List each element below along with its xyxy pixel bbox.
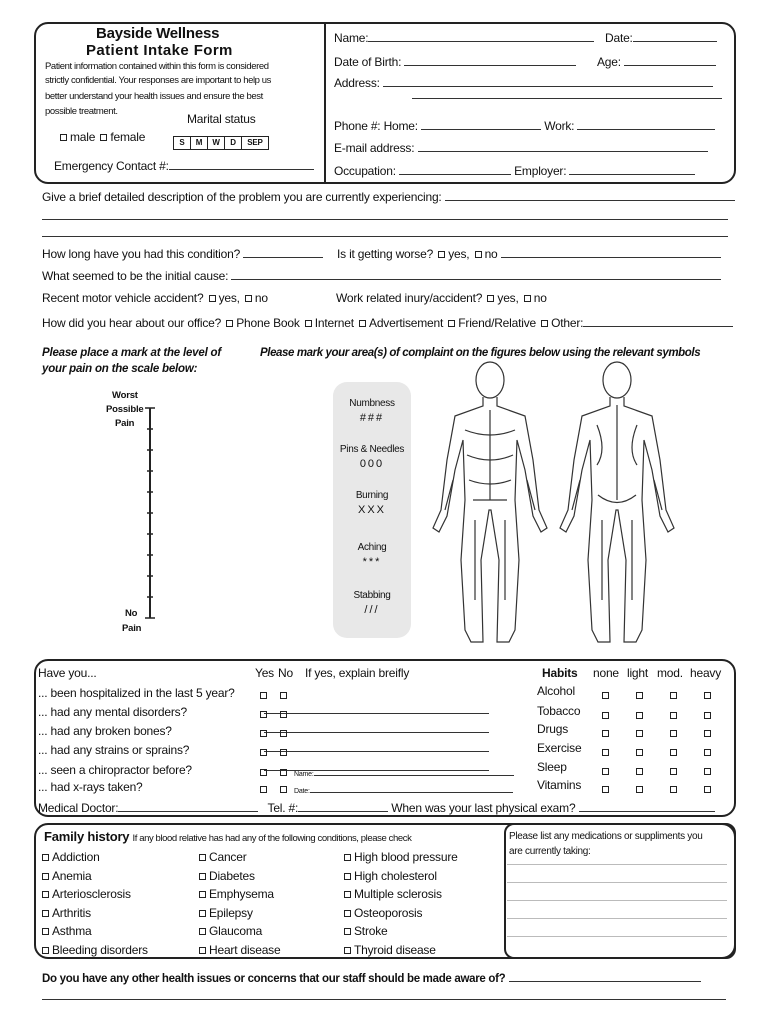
motor-yes-checkbox[interactable] — [209, 295, 216, 302]
doctor-label: Medical Doctor: — [38, 801, 119, 815]
work-no-checkbox[interactable] — [524, 295, 531, 302]
q5-name-label: Name: — [294, 771, 314, 778]
family-checkbox[interactable] — [344, 928, 351, 935]
family-item: High blood pressure — [354, 850, 458, 864]
q6-no-checkbox[interactable] — [280, 786, 287, 793]
name-field[interactable] — [368, 30, 594, 42]
hear-phonebook-label: Phone Book — [236, 316, 300, 330]
family-checkbox[interactable] — [42, 891, 49, 898]
family-checkbox[interactable] — [199, 891, 206, 898]
initial-cause-field[interactable] — [231, 268, 721, 280]
problem-label: Give a brief detailed description of the problem you are currently experiencing: — [42, 190, 442, 204]
phone-work-label: Work: — [544, 119, 575, 133]
family-item: Arthritis — [52, 905, 91, 920]
email-row — [334, 140, 708, 155]
motor-accident-label: Recent motor vehicle accident? — [42, 291, 204, 305]
family-title-row — [44, 829, 411, 844]
female-label: female — [110, 130, 146, 144]
last-exam-field[interactable] — [579, 800, 715, 812]
work-accident-row — [336, 291, 547, 305]
habit-checkbox[interactable] — [670, 749, 677, 756]
habits-col-light: light — [627, 666, 649, 680]
medications-line[interactable] — [507, 936, 727, 937]
legend-aching: Aching *** — [357, 542, 387, 568]
family-checkbox[interactable] — [344, 854, 351, 861]
habit-checkbox[interactable] — [636, 786, 643, 793]
motor-yes-label: yes, — [218, 291, 240, 305]
age-row — [597, 54, 716, 69]
no-col-label: No — [278, 666, 293, 680]
name-row — [334, 30, 594, 45]
family-checkbox[interactable] — [199, 928, 206, 935]
address-row — [334, 75, 713, 90]
problem-field-2[interactable] — [42, 219, 728, 220]
symbol-legend — [333, 382, 411, 638]
other-concerns-field-2[interactable] — [42, 999, 726, 1000]
address-field-2[interactable] — [412, 98, 722, 99]
q5-yes-checkbox[interactable] — [260, 769, 267, 776]
emergency-contact-row — [54, 158, 314, 173]
q4-yes-checkbox[interactable] — [260, 749, 267, 756]
family-checkbox[interactable] — [199, 947, 206, 954]
habit-checkbox[interactable] — [704, 730, 711, 737]
habit-exercise: Exercise — [537, 741, 582, 755]
family-item: Osteoporosis — [354, 905, 423, 920]
family-title: Family history — [44, 829, 130, 844]
worst-pain-label-1: Worst — [112, 390, 138, 401]
family-item: Epilepsy — [209, 905, 253, 920]
body-figure-back[interactable] — [552, 360, 682, 650]
dob-field[interactable] — [404, 54, 576, 66]
email-field[interactable] — [418, 140, 708, 152]
worse-no-label: no — [484, 247, 498, 261]
family-checkbox[interactable] — [199, 873, 206, 880]
occupation-field[interactable] — [399, 163, 511, 175]
email-label: E-mail address: — [334, 141, 415, 155]
q1-no-checkbox[interactable] — [280, 692, 287, 699]
habit-checkbox[interactable] — [636, 730, 643, 737]
marital-option-d[interactable]: D — [224, 136, 242, 150]
problem-row — [42, 189, 735, 204]
work-accident-label: Work related inury/accident? — [336, 291, 483, 305]
habit-checkbox[interactable] — [636, 712, 643, 719]
worse-label: Is it getting worse? — [337, 247, 434, 261]
problem-field-1[interactable] — [445, 189, 735, 201]
problem-field-3[interactable] — [42, 236, 728, 237]
family-checkbox[interactable] — [344, 910, 351, 917]
clinic-name: Bayside Wellness — [96, 25, 220, 42]
medications-line[interactable] — [507, 864, 727, 865]
history-q6: ... had x-rays taken? — [38, 780, 143, 794]
family-item: Anemia — [52, 868, 92, 883]
doctor-field[interactable] — [118, 800, 258, 812]
history-q2: ... had any mental disorders? — [38, 705, 187, 719]
emergency-contact-label: Emergency Contact #: — [54, 159, 169, 173]
hear-friend-label: Friend/Relative — [458, 316, 536, 330]
initial-cause-label: What seemed to be the initial cause: — [42, 269, 229, 283]
figure-instruction: Please mark your area(s) of complaint on the figures below using the relevant symbols — [260, 347, 701, 359]
address-field-1[interactable] — [383, 75, 713, 87]
legend-stabbing: Stabbing /// — [353, 590, 391, 616]
date-field[interactable] — [633, 30, 717, 42]
habits-col-heavy: heavy — [690, 666, 722, 680]
worse-no-checkbox[interactable] — [475, 251, 482, 258]
hear-internet-checkbox[interactable] — [305, 320, 312, 327]
habit-vitamins: Vitamins — [537, 778, 582, 792]
motor-no-checkbox[interactable] — [245, 295, 252, 302]
habit-checkbox[interactable] — [636, 749, 643, 756]
motor-no-label: no — [254, 291, 268, 305]
habit-checkbox[interactable] — [602, 786, 609, 793]
medications-label-2: are currently taking: — [509, 846, 591, 857]
marital-status-options — [173, 134, 268, 150]
phone-home-field[interactable] — [421, 118, 541, 130]
last-exam-label: When was your last physical exam? — [391, 801, 576, 815]
habit-checkbox[interactable] — [670, 786, 677, 793]
history-q4: ... had any strains or sprains? — [38, 743, 190, 757]
family-checkbox[interactable] — [199, 910, 206, 917]
initial-cause-row — [42, 268, 721, 283]
hear-other-field[interactable] — [583, 315, 733, 327]
q5-name-field[interactable] — [314, 767, 514, 776]
work-no-label: no — [533, 291, 547, 305]
dob-row — [334, 54, 576, 69]
scale-instruction-1: Please place a mark at the level of — [42, 347, 222, 359]
employer-field[interactable] — [569, 163, 695, 175]
other-concerns-label: Do you have any other health issues or concerns that our staff should be made aware of? — [42, 973, 506, 985]
have-you-label: Have you... — [38, 666, 97, 680]
explain-col-label: If yes, explain breifly — [305, 666, 410, 680]
family-item: Heart disease — [209, 942, 281, 957]
medications-line[interactable] — [507, 900, 727, 901]
family-item: Arteriosclerosis — [52, 887, 131, 901]
work-yes-checkbox[interactable] — [487, 295, 494, 302]
phone-home-label: Phone #: Home: — [334, 119, 418, 133]
disclaimer-line-2: strictly confidential. Your responses are important to help us — [45, 75, 272, 86]
medications-line[interactable] — [507, 882, 727, 883]
hear-friend-checkbox[interactable] — [448, 320, 455, 327]
worst-pain-label-3: Pain — [115, 418, 135, 429]
family-item: Asthma — [52, 924, 92, 938]
habits-col-mod: mod. — [657, 666, 683, 680]
family-checkbox[interactable] — [344, 891, 351, 898]
family-item: Thyroid disease — [354, 942, 436, 957]
age-field[interactable] — [624, 54, 716, 66]
phone-row — [334, 118, 715, 133]
employer-label: Employer: — [514, 164, 567, 178]
occupation-row — [334, 163, 695, 178]
habit-checkbox[interactable] — [602, 768, 609, 775]
marital-option-w[interactable]: W — [207, 136, 225, 150]
q5-no-checkbox[interactable] — [280, 769, 287, 776]
family-checkbox[interactable] — [344, 873, 351, 880]
medications-box — [504, 823, 736, 959]
medications-label-1: Please list any medications or suppliments you — [509, 831, 703, 842]
habits-title: Habits — [542, 666, 578, 680]
family-item: Emphysema — [209, 887, 274, 901]
family-item: Multiple sclerosis — [354, 887, 442, 901]
habit-tobacco: Tobacco — [537, 704, 581, 718]
worse-yes-label: yes, — [448, 247, 470, 261]
work-yes-label: yes, — [497, 291, 519, 305]
family-item: Addiction — [52, 850, 100, 864]
family-checkbox[interactable] — [42, 873, 49, 880]
hear-ad-checkbox[interactable] — [359, 320, 366, 327]
date-label: Date: — [605, 31, 633, 45]
habit-checkbox[interactable] — [636, 768, 643, 775]
habit-checkbox[interactable] — [602, 712, 609, 719]
hear-about-row — [42, 315, 733, 330]
family-checkbox[interactable] — [344, 947, 351, 954]
marital-option-s[interactable]: S — [173, 136, 191, 150]
male-checkbox[interactable] — [60, 134, 67, 141]
family-item: Diabetes — [209, 868, 255, 883]
age-label: Age: — [597, 55, 621, 69]
habit-checkbox[interactable] — [670, 768, 677, 775]
q1-yes-checkbox[interactable] — [260, 692, 267, 699]
habit-alcohol: Alcohol — [537, 684, 575, 698]
worse-row — [337, 246, 721, 261]
worse-yes-checkbox[interactable] — [438, 251, 445, 258]
history-q5: ... seen a chiropractor before? — [38, 763, 192, 777]
habit-checkbox[interactable] — [602, 749, 609, 756]
q2-no-checkbox[interactable] — [280, 711, 287, 718]
no-pain-label-1: No — [125, 608, 138, 619]
family-checkbox[interactable] — [42, 928, 49, 935]
occupation-label: Occupation: — [334, 164, 396, 178]
family-item: Bleeding disorders — [52, 942, 148, 957]
q6-yes-checkbox[interactable] — [260, 786, 267, 793]
tel-field[interactable] — [298, 800, 388, 812]
family-col-3 — [342, 848, 458, 959]
habit-checkbox[interactable] — [670, 712, 677, 719]
worst-pain-label-2: Possible — [106, 404, 144, 415]
hear-internet-label: Internet — [314, 316, 354, 330]
habit-checkbox[interactable] — [704, 786, 711, 793]
emergency-contact-field[interactable] — [169, 158, 314, 170]
disclaimer-line-3: better understand your health issues and ensure the best — [45, 91, 263, 102]
habit-sleep: Sleep — [537, 760, 567, 774]
disclaimer-line-4: possible treatment. — [45, 106, 118, 117]
q6-date-field[interactable] — [310, 784, 513, 793]
q6-date-label: Date: — [294, 788, 310, 795]
habit-checkbox[interactable] — [704, 712, 711, 719]
hear-phonebook-checkbox[interactable] — [226, 320, 233, 327]
family-col-1 — [40, 848, 148, 959]
other-concerns-field-1[interactable] — [509, 970, 701, 982]
how-long-label: How long have you had this condition? — [42, 247, 241, 261]
address-label: Address: — [334, 76, 380, 90]
q3-no-checkbox[interactable] — [280, 730, 287, 737]
q4-no-checkbox[interactable] — [280, 749, 287, 756]
history-q1: ... been hospitalized in the last 5 year? — [38, 686, 235, 700]
family-item: High cholesterol — [354, 868, 437, 883]
legend-numbness: Numbness ### — [349, 398, 395, 424]
habit-checkbox[interactable] — [670, 730, 677, 737]
legend-pins-needles: Pins & Needles 000 — [339, 444, 405, 470]
gender-options — [58, 130, 145, 144]
history-q3: ... had any broken bones? — [38, 724, 172, 738]
date-row — [605, 30, 717, 45]
q3-yes-checkbox[interactable] — [260, 730, 267, 737]
family-instruction: If any blood relative has had any of the following conditions, please check — [132, 833, 412, 844]
habit-checkbox[interactable] — [602, 692, 609, 699]
yes-col-label: Yes — [255, 666, 274, 680]
doctor-row — [38, 800, 715, 815]
family-col-2 — [197, 848, 280, 959]
q2-yes-checkbox[interactable] — [260, 711, 267, 718]
family-item: Stroke — [354, 924, 388, 938]
legend-burning: Burning XXX — [355, 490, 389, 516]
other-concerns-row — [42, 970, 701, 985]
family-item: Cancer — [209, 850, 247, 864]
dob-label: Date of Birth: — [334, 55, 402, 69]
name-label: Name: — [334, 31, 369, 45]
female-checkbox[interactable] — [100, 134, 107, 141]
marital-status-label: Marital status — [187, 112, 256, 126]
family-checkbox[interactable] — [42, 910, 49, 917]
form-title: Patient Intake Form — [86, 42, 233, 59]
scale-instruction-2: your pain on the scale below: — [42, 363, 198, 375]
habit-checkbox[interactable] — [704, 768, 711, 775]
habit-checkbox[interactable] — [670, 692, 677, 699]
family-checkbox[interactable] — [42, 854, 49, 861]
family-item: Glaucoma — [209, 924, 263, 938]
marital-option-m[interactable]: M — [190, 136, 208, 150]
family-checkbox[interactable] — [199, 854, 206, 861]
phone-work-field[interactable] — [577, 118, 715, 130]
male-label: male — [70, 130, 96, 144]
habit-checkbox[interactable] — [636, 692, 643, 699]
habit-checkbox[interactable] — [602, 730, 609, 737]
medications-line[interactable] — [507, 918, 727, 919]
body-figure-front[interactable] — [425, 360, 555, 650]
how-long-field[interactable] — [243, 246, 323, 258]
family-checkbox[interactable] — [42, 947, 49, 954]
habit-checkbox[interactable] — [704, 692, 711, 699]
hear-other-label: Other: — [551, 316, 584, 330]
hear-about-label: How did you hear about our office? — [42, 316, 222, 330]
motor-accident-row — [42, 291, 268, 305]
header-divider — [324, 22, 326, 184]
no-pain-label-2: Pain — [122, 623, 142, 634]
hear-ad-label: Advertisement — [369, 316, 444, 330]
habit-drugs: Drugs — [537, 722, 569, 736]
worse-field[interactable] — [501, 246, 721, 258]
how-long-row — [42, 246, 323, 261]
habit-checkbox[interactable] — [704, 749, 711, 756]
tel-label: Tel. #: — [267, 801, 299, 815]
disclaimer-line-1: Patient information contained within this form is considered — [45, 61, 269, 72]
marital-option-sep[interactable]: SEP — [241, 136, 269, 150]
hear-other-checkbox[interactable] — [541, 320, 548, 327]
pain-scale[interactable] — [140, 402, 160, 624]
habits-col-none: none — [593, 666, 619, 680]
